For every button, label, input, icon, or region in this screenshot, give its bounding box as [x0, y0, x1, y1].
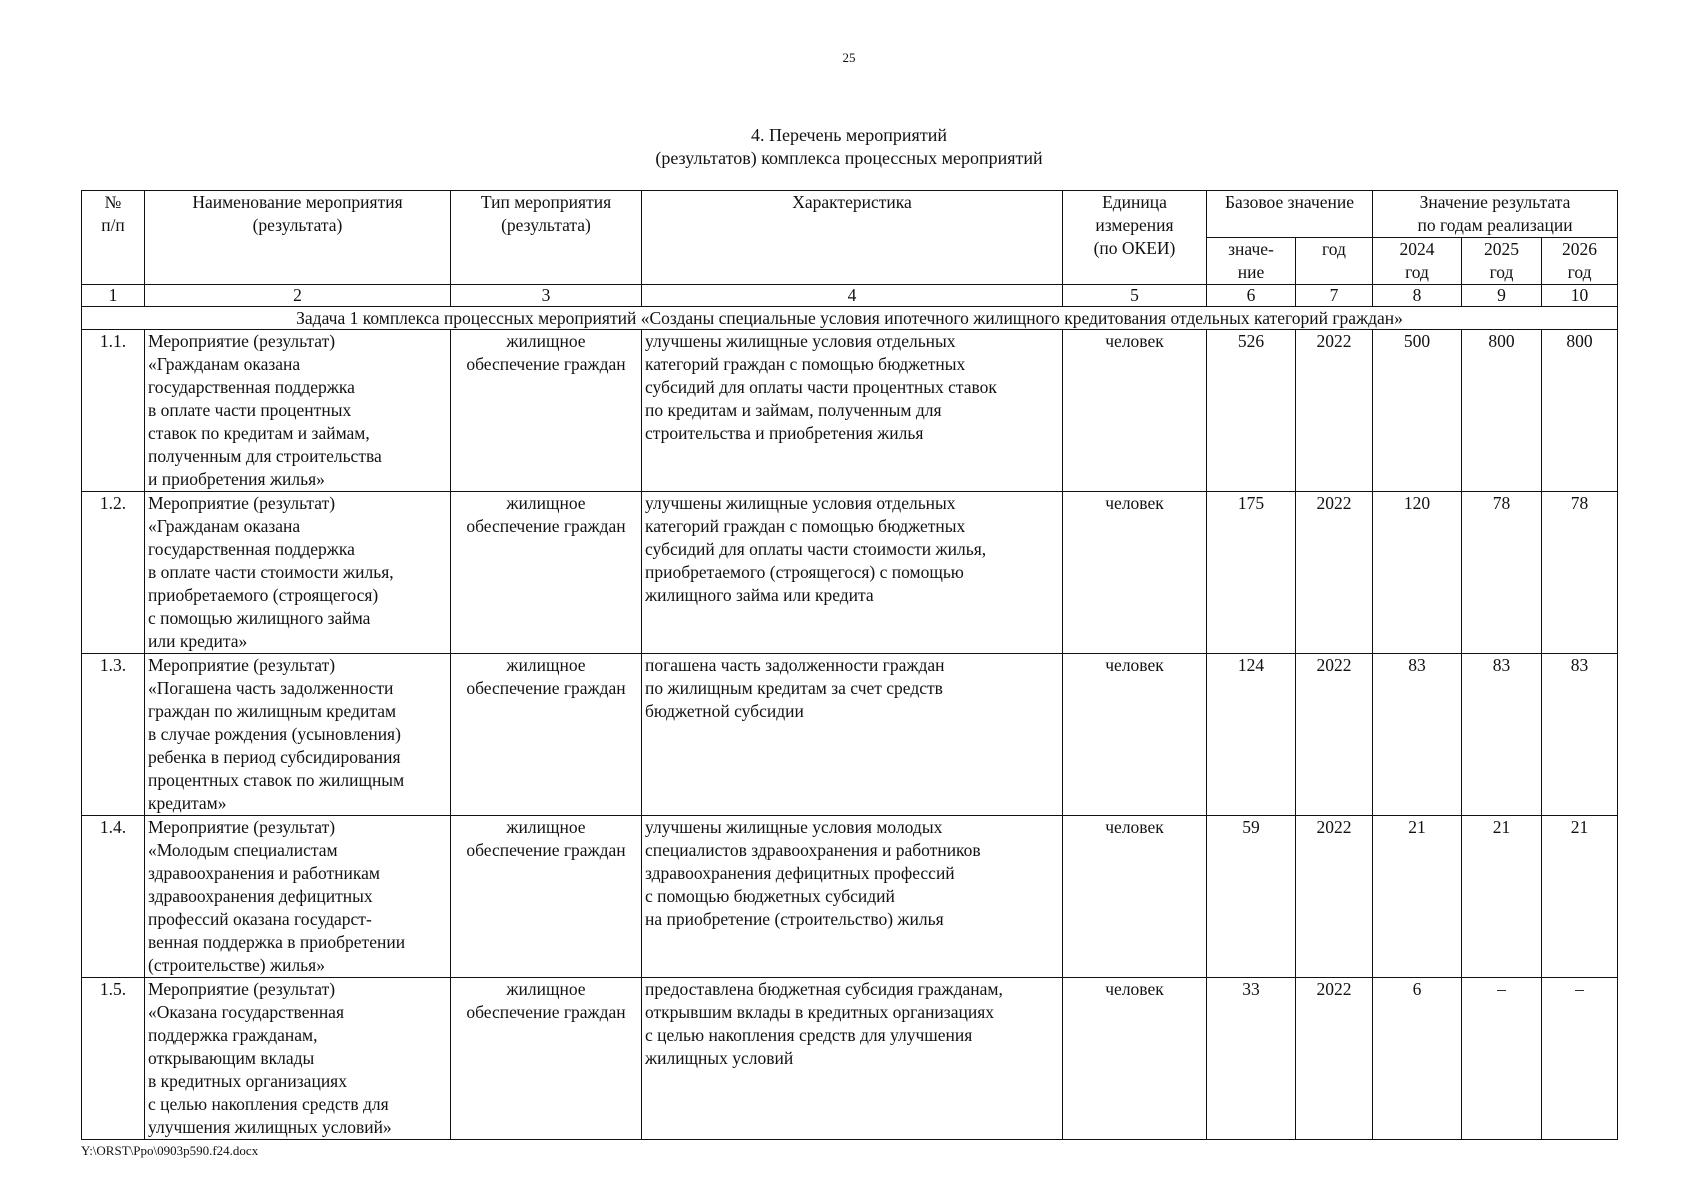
header-2025: 2025 год	[1462, 238, 1542, 285]
column-number: 2	[145, 285, 451, 307]
header-unit: Единица измерения (по ОКЕИ)	[1063, 191, 1207, 285]
table-row	[82, 330, 1618, 492]
base-value: 33	[1207, 978, 1296, 1140]
measure-type: жилищное обеспечение граждан	[451, 654, 642, 816]
row-number: 1.2.	[82, 492, 145, 654]
value-2025: 800	[1462, 330, 1542, 492]
measure-description: улучшены жилищные условия отдельных категорий граждан с помощью бюджетных субсидий для оплаты части процентных ставок по кредитам и займам, полученным для строительства и приобретения жилья	[642, 330, 1063, 492]
header-base: Базовое значение	[1207, 191, 1373, 238]
title-line-1: 4. Перечень мероприятий	[751, 125, 947, 145]
page-title	[0, 124, 1698, 170]
row-number: 1.4.	[82, 816, 145, 978]
row-number: 1.5.	[82, 978, 145, 1140]
base-year: 2022	[1296, 816, 1373, 978]
measure-name: Мероприятие (результат) «Гражданам оказана государственная поддержка в оплате части процентных ставок по кредитам и займам, полученным для строительства и приобретения жилья»	[145, 330, 451, 492]
measure-unit: человек	[1063, 330, 1207, 492]
value-2024: 83	[1373, 654, 1462, 816]
value-2026: 21	[1542, 816, 1618, 978]
value-2026: 78	[1542, 492, 1618, 654]
column-number: 1	[82, 285, 145, 307]
value-2025: 78	[1462, 492, 1542, 654]
value-2024: 6	[1373, 978, 1462, 1140]
page-number: 25	[842, 50, 856, 65]
measure-name: Мероприятие (результат) «Молодым специалистам здравоохранения и работникам здравоохранения дефицитных профессий оказана государст- венная поддержка в приобретении (строительстве) жилья»	[145, 816, 451, 978]
value-2026: 800	[1542, 330, 1618, 492]
table-row	[82, 978, 1618, 1140]
base-value: 124	[1207, 654, 1296, 816]
header-base-year: год	[1296, 238, 1373, 285]
measure-type: жилищное обеспечение граждан	[451, 330, 642, 492]
table-row	[82, 654, 1618, 816]
measure-unit: человек	[1063, 816, 1207, 978]
column-number: 4	[642, 285, 1063, 307]
value-2024: 21	[1373, 816, 1462, 978]
title-line-2: (результатов) комплекса процессных мероприятий	[655, 148, 1043, 168]
table-row	[82, 816, 1618, 978]
measure-type: жилищное обеспечение граждан	[451, 492, 642, 654]
file-path-footer: Y:\ORST\Ppo\0903p590.f24.docx	[81, 1143, 259, 1158]
measure-name: Мероприятие (результат) «Гражданам оказана государственная поддержка в оплате части стоимости жилья, приобретаемого (строящегося) с помощью жилищного займа или кредита»	[145, 492, 451, 654]
value-2025: –	[1462, 978, 1542, 1140]
column-number: 6	[1207, 285, 1296, 307]
row-number: 1.1.	[82, 330, 145, 492]
value-2024: 500	[1373, 330, 1462, 492]
measures-table	[81, 190, 1618, 1140]
measure-description: предоставлена бюджетная субсидия гражданам, открывшим вклады в кредитных организациях с целью накопления средств для улучшения жилищных условий	[642, 978, 1063, 1140]
column-number: 10	[1542, 285, 1618, 307]
measure-description: погашена часть задолженности граждан по жилищным кредитам за счет средств бюджетной субсидии	[642, 654, 1063, 816]
table-row	[82, 492, 1618, 654]
measure-type: жилищное обеспечение граждан	[451, 978, 642, 1140]
column-numbers-row	[82, 285, 1618, 307]
measure-name: Мероприятие (результат) «Погашена часть задолженности граждан по жилищным кредитам в случае рождения (усыновления) ребенка в период субсидирования процентных ставок по жилищным кредитам»	[145, 654, 451, 816]
base-year: 2022	[1296, 492, 1373, 654]
header-2024: 2024 год	[1373, 238, 1462, 285]
column-number: 7	[1296, 285, 1373, 307]
measure-unit: человек	[1063, 978, 1207, 1140]
column-number: 3	[451, 285, 642, 307]
measure-description: улучшены жилищные условия молодых специалистов здравоохранения и работников здравоохранения дефицитных профессий с помощью бюджетных субсидий на приобретение (строительство) жилья	[642, 816, 1063, 978]
base-value: 526	[1207, 330, 1296, 492]
header-type: Тип мероприятия (результата)	[451, 191, 642, 285]
task-title: Задача 1 комплекса процессных мероприятий «Созданы специальные условия ипотечного жилищного кредитования отдельных категорий граждан»	[82, 307, 1618, 330]
header-base-value: значе- ние	[1207, 238, 1296, 285]
measure-name: Мероприятие (результат) «Оказана государственная поддержка гражданам, открывающим вклады в кредитных организациях с целью накопления средств для улучшения жилищных условий»	[145, 978, 451, 1140]
column-number: 8	[1373, 285, 1462, 307]
measure-description: улучшены жилищные условия отдельных категорий граждан с помощью бюджетных субсидий для оплаты части стоимости жилья, приобретаемого (строящегося) с помощью жилищного займа или кредита	[642, 492, 1063, 654]
column-number: 9	[1462, 285, 1542, 307]
base-year: 2022	[1296, 978, 1373, 1140]
base-value: 175	[1207, 492, 1296, 654]
header-name: Наименование мероприятия (результата)	[145, 191, 451, 285]
measure-type: жилищное обеспечение граждан	[451, 816, 642, 978]
measure-unit: человек	[1063, 492, 1207, 654]
measure-unit: человек	[1063, 654, 1207, 816]
base-year: 2022	[1296, 330, 1373, 492]
header-result: Значение результата по годам реализации	[1373, 191, 1618, 238]
column-number: 5	[1063, 285, 1207, 307]
header-description: Характеристика	[642, 191, 1063, 285]
base-value: 59	[1207, 816, 1296, 978]
header-num: № п/п	[82, 191, 145, 285]
value-2025: 21	[1462, 816, 1542, 978]
task-row	[82, 307, 1618, 330]
value-2025: 83	[1462, 654, 1542, 816]
header-2026: 2026 год	[1542, 238, 1618, 285]
value-2026: 83	[1542, 654, 1618, 816]
value-2024: 120	[1373, 492, 1462, 654]
base-year: 2022	[1296, 654, 1373, 816]
row-number: 1.3.	[82, 654, 145, 816]
value-2026: –	[1542, 978, 1618, 1140]
